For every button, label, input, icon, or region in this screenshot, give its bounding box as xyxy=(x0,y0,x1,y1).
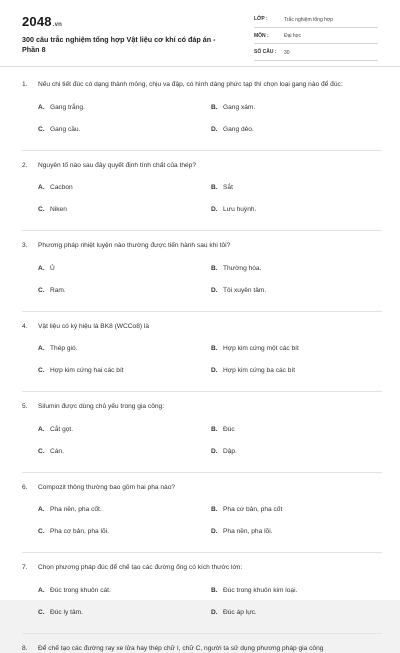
option-text: Thép gió. xyxy=(50,345,78,352)
answer-options xyxy=(22,426,382,472)
option-letter: C. xyxy=(38,126,50,133)
question-text-content: Phương pháp nhiệt luyện nào thường được tiến hành sau khi tôi? xyxy=(38,242,230,249)
option-text: Gang dẻo. xyxy=(223,126,254,133)
meta-subject xyxy=(254,32,378,45)
answer-options xyxy=(22,345,382,391)
answer-options xyxy=(22,265,382,311)
question-text-content: Silumin được dùng chủ yếu trong gia công: xyxy=(38,403,164,410)
option-a[interactable] xyxy=(38,506,102,513)
question-number: 5. xyxy=(22,402,28,412)
question-text xyxy=(22,161,382,171)
option-text: Hợp kim cứng một các bít xyxy=(223,345,299,352)
option-a[interactable] xyxy=(38,345,78,352)
option-letter: A. xyxy=(38,265,50,272)
option-letter: A. xyxy=(38,587,50,594)
option-a[interactable] xyxy=(38,184,73,191)
option-letter: C. xyxy=(38,367,50,374)
option-text: Cán. xyxy=(50,448,64,455)
question-text xyxy=(22,322,382,332)
option-letter: C. xyxy=(38,448,50,455)
option-letter: A. xyxy=(38,184,50,191)
option-text: Đúc trong khuôn kim loại. xyxy=(223,587,297,594)
option-text: Tôi xuyên tâm. xyxy=(223,287,266,294)
option-text: Niken xyxy=(50,206,67,213)
option-letter: A. xyxy=(38,345,50,352)
option-letter: C. xyxy=(38,287,50,294)
question-item xyxy=(22,563,382,633)
question-number: 2. xyxy=(22,161,28,171)
meta-count-value: 30 xyxy=(284,50,290,56)
question-text xyxy=(22,563,382,573)
option-letter: C. xyxy=(38,609,50,616)
option-text: Dập. xyxy=(223,448,237,455)
option-text: Pha cơ bản, pha lõi. xyxy=(50,528,109,535)
option-text: Gang xám. xyxy=(223,104,255,111)
option-c[interactable] xyxy=(38,287,66,294)
option-b[interactable] xyxy=(211,426,235,433)
meta-class-label: LỚP : xyxy=(254,16,268,22)
answer-options xyxy=(22,184,382,230)
question-text-content: Chọn phương pháp đúc để chế tạo các đường ống có kích thước lớn: xyxy=(38,564,242,571)
answer-options xyxy=(22,587,382,633)
meta-class xyxy=(254,15,378,28)
question-text-content: Nếu chi tiết đúc có dạng thành mỏng, chịu va đập, có hình dáng phức tạp thì chọn loại gang nào để đúc: xyxy=(38,81,343,88)
question-number: 8. xyxy=(22,644,28,653)
site-logo[interactable] xyxy=(22,14,62,29)
option-d[interactable] xyxy=(211,609,257,616)
question-item xyxy=(22,402,382,472)
option-letter: D. xyxy=(211,206,223,213)
option-letter: B. xyxy=(211,587,223,594)
option-text: Đúc ly tâm. xyxy=(50,609,83,616)
option-letter: B. xyxy=(211,265,223,272)
option-c[interactable] xyxy=(38,609,83,616)
option-letter: D. xyxy=(211,126,223,133)
option-d[interactable] xyxy=(211,528,273,535)
option-text: Đúc áp lực. xyxy=(223,609,257,616)
option-b[interactable] xyxy=(211,506,282,513)
meta-count-label: SỐ CÂU : xyxy=(254,49,277,55)
option-text: Pha cơ bản, pha cốt xyxy=(223,506,282,513)
option-letter: B. xyxy=(211,184,223,191)
option-text: Cacbon xyxy=(50,184,73,191)
option-b[interactable] xyxy=(211,184,233,191)
option-letter: D. xyxy=(211,287,223,294)
option-text: Gang trắng. xyxy=(50,104,85,111)
option-d[interactable] xyxy=(211,448,237,455)
option-text: Đúc trong khuôn cát. xyxy=(50,587,111,594)
question-text xyxy=(22,80,382,90)
answer-options xyxy=(22,104,382,150)
answer-options xyxy=(22,506,382,552)
meta-subject-value: Đại học xyxy=(284,33,301,39)
question-number: 3. xyxy=(22,241,28,251)
question-text-content: Để chế tạo các đường ray xe lửa hay thép chữ I, chữ C, người ta sử dụng phương pháp gia công xyxy=(38,645,323,652)
option-a[interactable] xyxy=(38,104,85,111)
question-text-content: Compozit thông thường bao gồm hai pha nào? xyxy=(38,484,175,491)
option-letter: C. xyxy=(38,206,50,213)
option-letter: A. xyxy=(38,506,50,513)
option-text: Gang cầu. xyxy=(50,126,80,133)
question-text-content: Vật liệu có ký hiệu là BK8 (WCCo8) là xyxy=(38,323,149,330)
option-text: Ủ xyxy=(50,265,55,272)
option-c[interactable] xyxy=(38,367,124,374)
question-item xyxy=(22,241,382,311)
option-letter: A. xyxy=(38,426,50,433)
meta-class-value: Trắc nghiệm tổng hợp xyxy=(284,17,333,23)
meta-count xyxy=(254,48,378,61)
option-text: Thường hóa. xyxy=(223,265,261,272)
question-text xyxy=(22,241,382,251)
option-d[interactable] xyxy=(211,126,254,133)
question-item xyxy=(22,161,382,231)
question-text xyxy=(22,402,382,412)
document-meta xyxy=(254,15,378,65)
document-header xyxy=(0,0,400,67)
option-letter: C. xyxy=(38,528,50,535)
document-title: 300 câu trắc nghiệm tổng hợp Vật liệu cơ khí có đáp án - Phần 8 xyxy=(22,35,232,54)
option-letter: B. xyxy=(211,104,223,111)
option-c[interactable] xyxy=(38,206,67,213)
question-item xyxy=(22,644,382,653)
question-number: 6. xyxy=(22,483,28,493)
meta-subject-label: MÔN : xyxy=(254,33,269,39)
option-text: Sắt xyxy=(223,184,233,191)
option-letter: B. xyxy=(211,506,223,513)
option-text: Hợp kim cứng hai các bít xyxy=(50,367,124,374)
option-d[interactable] xyxy=(211,287,266,294)
option-letter: D. xyxy=(211,609,223,616)
question-item xyxy=(22,80,382,150)
option-c[interactable] xyxy=(38,528,109,535)
option-letter: B. xyxy=(211,345,223,352)
question-item xyxy=(22,483,382,553)
option-text: Lưu huỳnh. xyxy=(223,206,256,213)
option-b[interactable] xyxy=(211,104,255,111)
option-text: Hợp kim cứng ba các bít xyxy=(223,367,295,374)
question-item xyxy=(22,322,382,392)
option-letter: D. xyxy=(211,528,223,535)
option-text: Pha nền, pha cốt. xyxy=(50,506,102,513)
option-b[interactable] xyxy=(211,345,299,352)
option-text: Pha nền, pha lõi. xyxy=(223,528,273,535)
option-letter: B. xyxy=(211,426,223,433)
option-d[interactable] xyxy=(211,367,295,374)
option-text: Đúc xyxy=(223,426,235,433)
logo-tld: .vn xyxy=(53,22,62,28)
option-letter: D. xyxy=(211,367,223,374)
option-a[interactable] xyxy=(38,265,55,272)
question-text xyxy=(22,644,382,653)
option-a[interactable] xyxy=(38,587,111,594)
option-text: Cắt gọt. xyxy=(50,426,73,433)
question-number: 1. xyxy=(22,80,28,90)
option-a[interactable] xyxy=(38,426,73,433)
question-text xyxy=(22,483,382,493)
option-d[interactable] xyxy=(211,206,256,213)
option-c[interactable] xyxy=(38,126,80,133)
option-b[interactable] xyxy=(211,265,261,272)
question-number: 7. xyxy=(22,563,28,573)
question-text-content: Nguyên tố nào sau đây quyết định tính chất của thép? xyxy=(38,162,196,169)
question-number: 4. xyxy=(22,322,28,332)
option-c[interactable] xyxy=(38,448,64,455)
option-letter: A. xyxy=(38,104,50,111)
option-b[interactable] xyxy=(211,587,297,594)
logo-text: 2048 xyxy=(22,14,52,29)
option-text: Ram. xyxy=(50,287,66,294)
option-letter: D. xyxy=(211,448,223,455)
question-list xyxy=(0,80,400,653)
